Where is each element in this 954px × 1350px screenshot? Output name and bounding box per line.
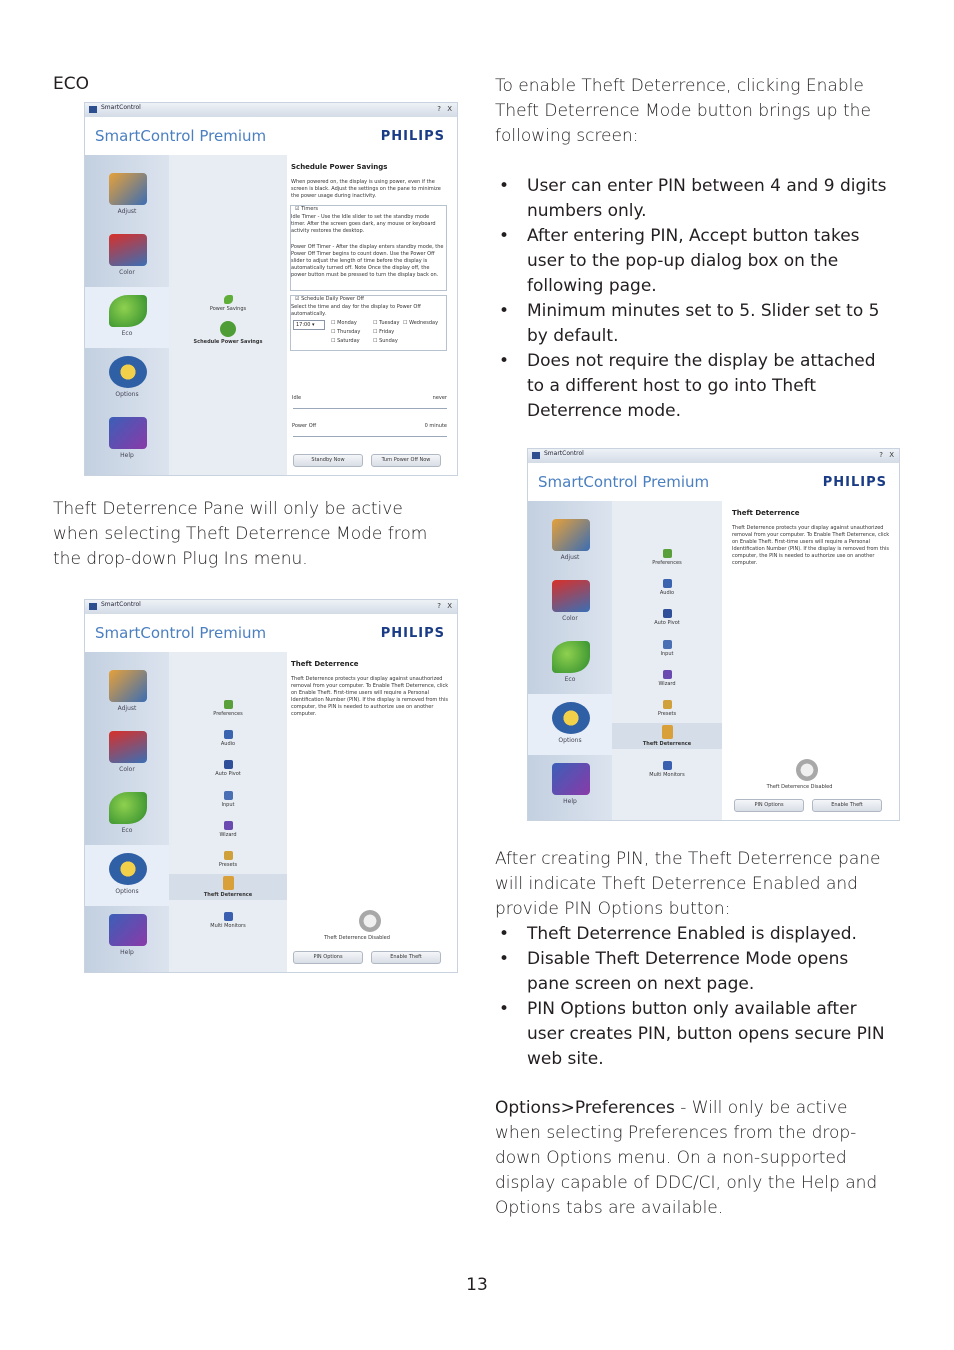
sidebar [528, 501, 612, 820]
day-saturday[interactable]: ☐ Saturday [331, 338, 360, 344]
app-title: SmartControl Premium [538, 473, 710, 491]
sidebar-item-adjust[interactable]: Adjust [85, 662, 169, 723]
titlebar [85, 103, 457, 117]
pivot-icon [224, 760, 233, 769]
menu-item-multi-monitors[interactable]: Multi Monitors [169, 912, 287, 929]
theft-status-icon [359, 910, 381, 932]
pane-description: Theft Deterrence protects your display against unauthorized removal from your computer. To Enable Theft Deterrence, click on Enable Theft. First-time users will require a Personal Identification Number (PIN). If the display is removed from this computer, the PIN is needed to authorize use on another computer. [732, 525, 890, 566]
eco-screenshot [84, 102, 458, 476]
sidebar-item-eco[interactable]: Eco [85, 784, 169, 845]
day-monday[interactable]: ☐ Monday [331, 320, 357, 326]
app-title: SmartControl Premium [95, 127, 267, 145]
sidebar-item-help[interactable]: Help [85, 906, 169, 967]
titlebar-title: SmartControl [101, 601, 141, 608]
menu-item-preferences[interactable]: Preferences [169, 700, 287, 717]
day-tuesday[interactable]: ☐ Tuesday [373, 320, 400, 326]
page-number: 13 [466, 1275, 488, 1295]
adjust-icon [109, 670, 147, 702]
color-icon [552, 580, 590, 612]
titlebar-buttons[interactable]: ? X [437, 602, 454, 610]
eco-leaf-icon [109, 792, 147, 824]
help-icon [109, 417, 147, 449]
idle-slider[interactable] [293, 408, 447, 409]
wizard-icon [224, 821, 233, 830]
schedule-checkbox[interactable]: ☑ Schedule Daily Power Off [295, 296, 364, 302]
menu-item-auto-pivot[interactable]: Auto Pivot [169, 760, 287, 777]
theft-status-label: Theft Deterrence Disabled [766, 784, 833, 790]
titlebar-title: SmartControl [101, 104, 141, 111]
lock-icon [223, 876, 234, 890]
pane-description: Theft Deterrence protects your display against unauthorized removal from your computer. To Enable Theft Deterrence, click on Enable Theft. First-time users will require a Personal Identification Number (PIN). If the display is removed from this computer, the PIN is needed to authorize use on another computer. [291, 676, 449, 717]
list-item: • Disable Theft Deterrence Mode opens pane screen on next page. [495, 947, 895, 997]
gear-icon [109, 356, 147, 388]
theft-pane [722, 501, 899, 820]
app-logo-icon [532, 452, 540, 459]
enable-theft-button[interactable]: Enable Theft [812, 799, 882, 812]
help-icon [552, 763, 590, 795]
input-icon [663, 640, 672, 649]
wizard-icon [663, 670, 672, 679]
app-logo-icon [89, 603, 97, 610]
sidebar-item-adjust[interactable]: Adjust [528, 511, 612, 572]
app-header [85, 614, 457, 653]
day-friday[interactable]: ☐ Friday [373, 329, 395, 335]
menu-item-presets[interactable]: Presets [612, 700, 722, 717]
presets-icon [663, 700, 672, 709]
preferences-text: - Will only be active when selecting Preferences from the drop-down Options menu. On a non-supported display capable of DDC/CI, only the Help and Options tabs are available. [495, 1098, 878, 1218]
theft-status-icon [796, 759, 818, 781]
schedule-text: Select the time and day for the display to Power Off automatically. [291, 304, 421, 317]
power-off-slider[interactable] [293, 436, 447, 437]
brand-logo: PHILIPS [380, 129, 445, 144]
adjust-icon [552, 519, 590, 551]
color-icon [109, 731, 147, 763]
schedule-box [290, 295, 447, 351]
pane-title: Theft Deterrence [732, 509, 800, 517]
pane-title: Theft Deterrence [291, 660, 359, 668]
sidebar-item-eco[interactable]: Eco [85, 287, 169, 348]
idle-value: never [432, 395, 447, 401]
menu-item-multi-monitors[interactable]: Multi Monitors [612, 761, 722, 778]
idle-timer-text: Idle Timer - Use the Idle slider to set the standby mode timer. After the screen goes dark, any mouse or keyboard activity restores the desktop. [291, 214, 436, 234]
enable-bullets [495, 174, 895, 424]
enable-theft-button[interactable]: Enable Theft [371, 951, 441, 964]
timers-box [290, 205, 447, 291]
app-title: SmartControl Premium [95, 624, 267, 642]
sidebar-item-help[interactable]: Help [85, 409, 169, 470]
lock-icon [662, 725, 673, 739]
sub-menu [169, 652, 287, 972]
day-thursday[interactable]: ☐ Thursday [331, 329, 361, 335]
menu-item-presets[interactable]: Presets [169, 851, 287, 868]
presets-icon [224, 851, 233, 860]
app-logo-icon [89, 106, 97, 113]
list-item: • Theft Deterrence Enabled is displayed. [495, 922, 895, 947]
sidebar [85, 652, 169, 972]
titlebar-buttons[interactable]: ? X [437, 105, 454, 113]
list-item: • PIN Options button only available after user creates PIN, button opens secure PIN web site. [495, 997, 895, 1072]
turn-power-off-button[interactable]: Turn Power Off Now [371, 454, 441, 467]
list-item: • Minimum minutes set to 5. Slider set to 5 by default. [495, 299, 895, 349]
titlebar-buttons[interactable]: ? X [879, 451, 896, 459]
standby-now-button[interactable]: Standby Now [293, 454, 363, 467]
eco-leaf-icon [552, 641, 590, 673]
sidebar-item-options[interactable]: Options [85, 845, 169, 906]
sidebar-item-options[interactable]: Options [85, 348, 169, 409]
monitors-icon [663, 761, 672, 770]
schedule-icon [220, 321, 236, 337]
preferences-icon [663, 549, 672, 558]
menu-item-audio[interactable]: Audio [612, 579, 722, 596]
gear-icon [109, 853, 147, 885]
input-icon [224, 791, 233, 800]
sidebar-item-eco[interactable]: Eco [528, 633, 612, 694]
power-off-text: Power Off Timer - After the display enters standby mode, the Power Off Timer begins to count down. Use the Power Off slider to adjust the length of time before the display is automatically turned off. Note Once the display off, the power button must be pressed to turn the display back on. [291, 244, 444, 278]
menu-item-input[interactable]: Input [612, 640, 722, 657]
menu-item-power-savings[interactable]: Power Savings [169, 295, 287, 312]
preferences-paragraph [495, 1096, 895, 1221]
menu-item-wizard[interactable]: Wizard [169, 821, 287, 838]
sub-menu [169, 155, 287, 475]
audio-icon [663, 579, 672, 588]
preferences-term: Options>Preferences [495, 1098, 675, 1118]
power-off-label: Power Off [292, 423, 317, 429]
list-item: • Does not require the display be attached to a different host to go into Theft Deterrence mode. [495, 349, 895, 424]
pivot-icon [663, 609, 672, 618]
app-header [85, 117, 457, 156]
menu-item-input[interactable]: Input [169, 791, 287, 808]
theft-pane [287, 652, 457, 972]
leaf-icon [224, 295, 233, 304]
theft-status-label: Theft Deterrence Disabled [324, 935, 390, 941]
sidebar-item-color[interactable]: Color [85, 723, 169, 784]
timers-checkbox[interactable]: ☑ Timers [295, 206, 318, 212]
titlebar-title: SmartControl [544, 450, 584, 457]
brand-logo: PHILIPS [380, 626, 445, 641]
preferences-icon [224, 700, 233, 709]
pin-options-button[interactable]: PIN Options [734, 799, 804, 812]
theft-pane-note: Theft Deterrence Pane will only be active when selecting Theft Deterrence Mode from the drop-down Plug Ins menu. [53, 499, 428, 569]
menu-item-theft-deterrence[interactable]: Theft Deterrence [169, 874, 287, 900]
sub-menu [612, 501, 722, 820]
brand-logo: PHILIPS [822, 475, 887, 490]
settings-pane [287, 155, 457, 475]
pane-intro: When powered on, the display is using power, even if the screen is black. Adjust the settings on the pane to minimize the power usage during inactivity. [291, 179, 441, 199]
after-pin-intro: After creating PIN, the Theft Deterrence pane will indicate Theft Deterrence Enabled and provide PIN Options button: [495, 849, 881, 919]
list-item: • After entering PIN, Accept button takes user to the pop-up dialog box on the following page. [495, 224, 895, 299]
titlebar [528, 449, 899, 463]
idle-label: Idle [292, 395, 302, 401]
sidebar-item-adjust[interactable]: Adjust [85, 165, 169, 226]
power-off-value: 0 minute [424, 423, 447, 429]
gear-icon [552, 702, 590, 734]
theft-screenshot-right [527, 448, 900, 821]
after-pin-bullets [495, 922, 895, 1072]
monitors-icon [224, 912, 233, 921]
adjust-icon [109, 173, 147, 205]
pane-title: Schedule Power Savings [291, 163, 388, 171]
time-select[interactable]: 17:00 ▾ [293, 320, 325, 330]
sidebar-item-options[interactable]: Options [528, 694, 612, 755]
day-wednesday[interactable]: ☐ Wednesday [403, 320, 439, 326]
audio-icon [224, 730, 233, 739]
list-item: • User can enter PIN between 4 and 9 digits numbers only. [495, 174, 895, 224]
eco-heading: ECO [53, 74, 89, 94]
color-icon [109, 234, 147, 266]
help-icon [109, 914, 147, 946]
menu-item-preferences[interactable]: Preferences [612, 549, 722, 566]
menu-item-auto-pivot[interactable]: Auto Pivot [612, 609, 722, 626]
eco-leaf-icon [109, 295, 147, 327]
pin-options-button[interactable]: PIN Options [293, 951, 363, 964]
menu-item-theft-deterrence[interactable]: Theft Deterrence [612, 723, 722, 749]
day-sunday[interactable]: ☐ Sunday [373, 338, 398, 344]
menu-item-schedule-power-savings[interactable]: Schedule Power Savings [169, 321, 287, 345]
menu-item-audio[interactable]: Audio [169, 730, 287, 747]
theft-screenshot-left [84, 599, 458, 973]
app-header [528, 463, 899, 502]
menu-item-wizard[interactable]: Wizard [612, 670, 722, 687]
sidebar [85, 155, 169, 475]
titlebar [85, 600, 457, 614]
enable-intro: To enable Theft Deterrence, clicking Enable Theft Deterrence Mode button brings up the following screen: [495, 76, 871, 146]
sidebar-item-color[interactable]: Color [528, 572, 612, 633]
sidebar-item-color[interactable]: Color [85, 226, 169, 287]
sidebar-item-help[interactable]: Help [528, 755, 612, 816]
